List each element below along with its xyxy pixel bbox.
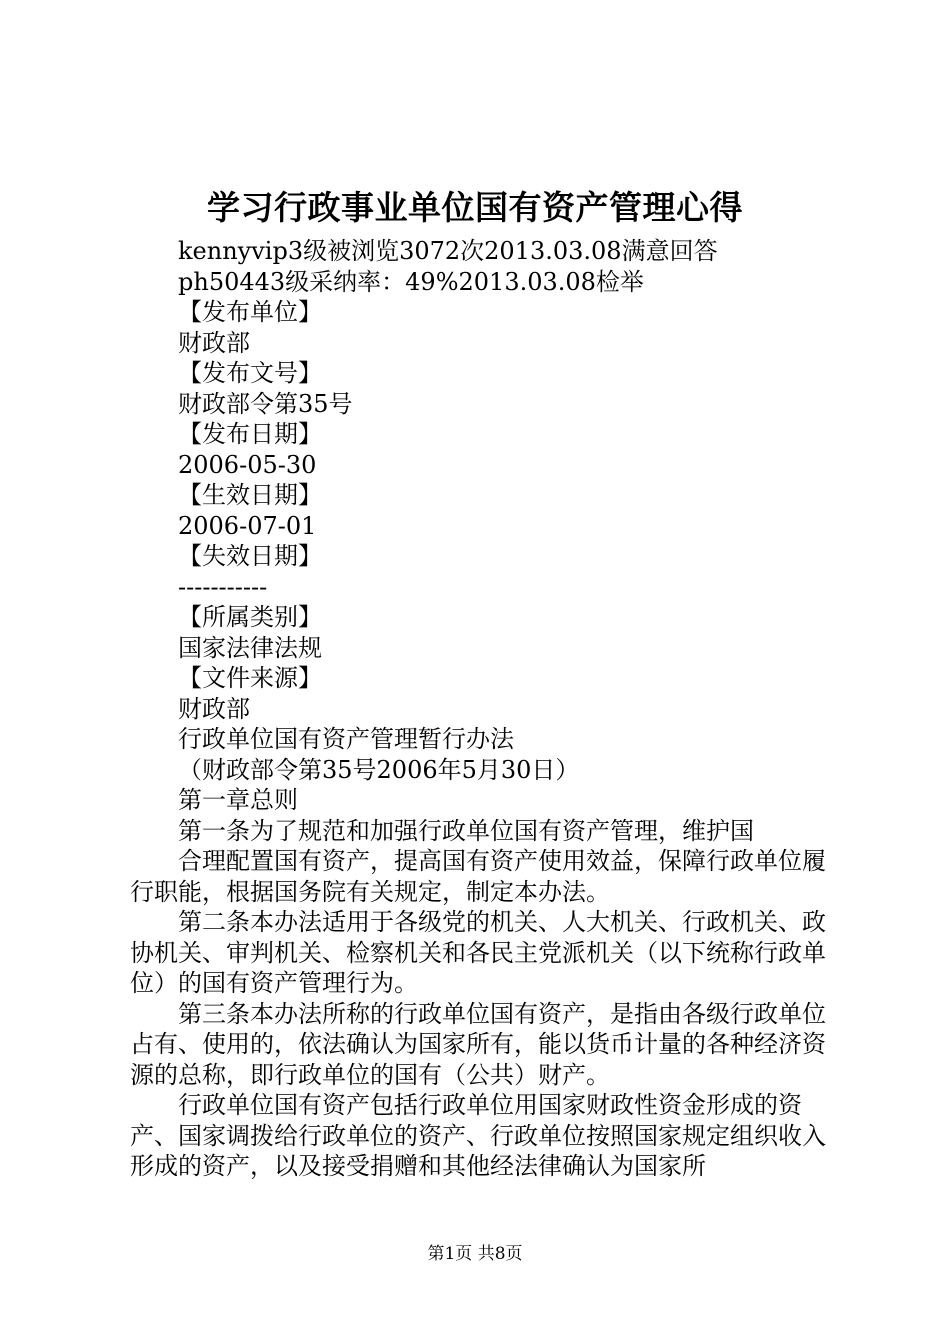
field-label-issue-date: 【发布日期】	[178, 420, 322, 448]
field-value-expiry-date: -----------	[178, 572, 268, 601]
paragraph: 第二条本办法适用于各级党的机关、人大机关、行政机关、政协机关、审判机关、检察机关和各民主党派机关（以下统称行政单位）的国有资产管理行为。	[130, 908, 826, 997]
regulation-reference: （财政部令第35号2006年5月30日）	[178, 755, 580, 784]
field-label-expiry-date: 【失效日期】	[178, 542, 322, 570]
field-value-effective-date: 2006-07-01	[178, 511, 317, 540]
field-label-effective-date: 【生效日期】	[178, 481, 322, 509]
field-value-source: 财政部	[178, 694, 250, 723]
field-label-issuer: 【发布单位】	[178, 298, 322, 326]
page-title: 学习行政事业单位国有资产管理心得	[207, 188, 743, 227]
field-value-issue-date: 2006-05-30	[178, 450, 317, 479]
paragraph: 合理配置国有资产，提高国有资产使用效益，保障行政单位履行职能，根据国务院有关规定，制定本办法。	[130, 847, 826, 906]
paragraph: 第三条本办法所称的行政单位国有资产，是指由各级行政单位占有、使用的，依法确认为国家所有，能以货币计量的各种经济资源的总称，即行政单位的国有（公共）财产。	[130, 999, 826, 1089]
regulation-title: 行政单位国有资产管理暂行办法	[178, 725, 514, 753]
document-body	[0, 236, 950, 1182]
article-one-first-line: 第一条为了规范和加强行政单位国有资产管理，维护国	[178, 816, 754, 845]
chapter-heading: 第一章总则	[178, 786, 298, 814]
field-value-issuer: 财政部	[178, 328, 250, 357]
field-label-doc-number: 【发布文号】	[178, 359, 322, 387]
field-value-category: 国家法律法规	[178, 633, 322, 662]
meta-line-adoption: ph50443级采纳率：49%2013.03.08检举	[178, 267, 644, 296]
page-number: 第1页 共8页	[427, 1244, 523, 1264]
meta-line-views: kennyvip3级被浏览3072次2013.03.08满意回答	[178, 237, 718, 265]
field-value-doc-number: 财政部令第35号	[178, 389, 353, 418]
paragraph: 行政单位国有资产包括行政单位用国家财政性资金形成的资产、国家调拨给行政单位的资产、行政单位按照国家规定组织收入形成的资产，以及接受捐赠和其他经法律确认为国家所	[130, 1091, 826, 1180]
field-label-source: 【文件来源】	[178, 664, 322, 692]
field-label-category: 【所属类别】	[178, 603, 322, 631]
